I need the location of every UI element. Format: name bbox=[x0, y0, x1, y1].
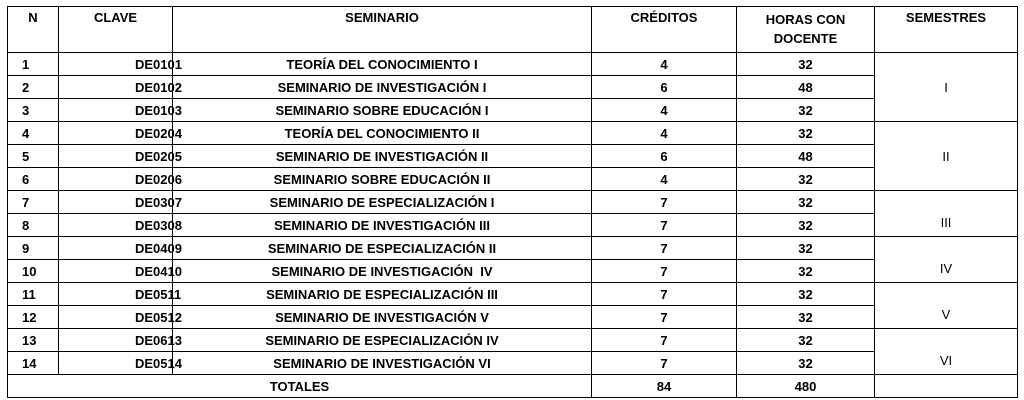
cell-clave: DE0204 bbox=[59, 122, 173, 145]
table-row bbox=[8, 329, 1018, 352]
cell-n: 2 bbox=[8, 76, 59, 99]
cell-horas: 32 bbox=[737, 122, 875, 145]
cell-seminario: SEMINARIO DE ESPECIALIZACIÓN III bbox=[173, 283, 592, 306]
cell-clave: DE0512 bbox=[59, 306, 173, 329]
cell-horas: 48 bbox=[737, 76, 875, 99]
table-row bbox=[8, 99, 1018, 122]
cell-creditos: 4 bbox=[592, 122, 737, 145]
totals-label: TOTALES bbox=[8, 375, 592, 398]
cell-seminario: TEORÍA DEL CONOCIMIENTO I bbox=[173, 53, 592, 76]
cell-creditos: 7 bbox=[592, 214, 737, 237]
totals-row bbox=[8, 375, 1018, 398]
cell-seminario: SEMINARIO DE ESPECIALIZACIÓN II bbox=[173, 237, 592, 260]
cell-horas: 32 bbox=[737, 283, 875, 306]
header-horas: HORAS CON DOCENTE bbox=[737, 7, 875, 53]
cell-clave: DE0613 bbox=[59, 329, 173, 352]
cell-n: 5 bbox=[8, 145, 59, 168]
cell-clave: DE0514 bbox=[59, 352, 173, 375]
cell-seminario: SEMINARIO SOBRE EDUCACIÓN I bbox=[173, 99, 592, 122]
header-semestres: SEMESTRES bbox=[875, 7, 1018, 53]
cell-creditos: 7 bbox=[592, 352, 737, 375]
cell-clave: DE0511 bbox=[59, 283, 173, 306]
cell-n: 4 bbox=[8, 122, 59, 145]
cell-creditos: 7 bbox=[592, 237, 737, 260]
cell-creditos: 7 bbox=[592, 306, 737, 329]
cell-creditos: 7 bbox=[592, 283, 737, 306]
cell-clave: DE0101 bbox=[59, 53, 173, 76]
cell-seminario: SEMINARIO DE INVESTIGACIÓN II bbox=[173, 145, 592, 168]
cell-creditos: 7 bbox=[592, 191, 737, 214]
header-clave: CLAVE bbox=[59, 7, 173, 53]
cell-semestre: II bbox=[875, 122, 1018, 191]
cell-horas: 32 bbox=[737, 214, 875, 237]
cell-horas: 32 bbox=[737, 306, 875, 329]
header-seminario: SEMINARIO bbox=[173, 7, 592, 53]
cell-n: 6 bbox=[8, 168, 59, 191]
cell-clave: DE0307 bbox=[59, 191, 173, 214]
cell-semestre: IV bbox=[875, 237, 1018, 283]
cell-n: 7 bbox=[8, 191, 59, 214]
cell-seminario: SEMINARIO DE INVESTIGACIÓN I bbox=[173, 76, 592, 99]
table-row bbox=[8, 191, 1018, 214]
cell-seminario: SEMINARIO DE INVESTIGACIÓN III bbox=[173, 214, 592, 237]
cell-clave: DE0308 bbox=[59, 214, 173, 237]
cell-n: 14 bbox=[8, 352, 59, 375]
cell-n: 11 bbox=[8, 283, 59, 306]
cell-horas: 32 bbox=[737, 329, 875, 352]
cell-semestre: I bbox=[875, 53, 1018, 122]
cell-seminario: SEMINARIO DE ESPECIALIZACIÓN I bbox=[173, 191, 592, 214]
table-row bbox=[8, 306, 1018, 329]
cell-horas: 32 bbox=[737, 99, 875, 122]
cell-horas: 32 bbox=[737, 191, 875, 214]
cell-semestre: III bbox=[875, 191, 1018, 237]
cell-creditos: 7 bbox=[592, 260, 737, 283]
cell-clave: DE0206 bbox=[59, 168, 173, 191]
cell-horas: 48 bbox=[737, 145, 875, 168]
totals-empty-cell bbox=[875, 375, 1018, 398]
header-n: N bbox=[8, 7, 59, 53]
cell-creditos: 4 bbox=[592, 53, 737, 76]
totals-creditos: 84 bbox=[592, 375, 737, 398]
cell-horas: 32 bbox=[737, 260, 875, 283]
cell-clave: DE0205 bbox=[59, 145, 173, 168]
cell-creditos: 4 bbox=[592, 99, 737, 122]
cell-clave: DE0409 bbox=[59, 237, 173, 260]
cell-creditos: 6 bbox=[592, 76, 737, 99]
table-row bbox=[8, 122, 1018, 145]
cell-creditos: 6 bbox=[592, 145, 737, 168]
table-row bbox=[8, 283, 1018, 306]
table-row bbox=[8, 53, 1018, 76]
cell-semestre: V bbox=[875, 283, 1018, 329]
cell-n: 1 bbox=[8, 53, 59, 76]
seminars-table bbox=[7, 6, 1018, 398]
table-row bbox=[8, 76, 1018, 99]
cell-n: 12 bbox=[8, 306, 59, 329]
table-row bbox=[8, 168, 1018, 191]
table-row bbox=[8, 145, 1018, 168]
cell-horas: 32 bbox=[737, 168, 875, 191]
cell-clave: DE0410 bbox=[59, 260, 173, 283]
table-row bbox=[8, 260, 1018, 283]
cell-horas: 32 bbox=[737, 352, 875, 375]
cell-seminario: SEMINARIO SOBRE EDUCACIÓN II bbox=[173, 168, 592, 191]
cell-seminario: SEMINARIO DE INVESTIGACIÓN IV bbox=[173, 260, 592, 283]
totals-horas: 480 bbox=[737, 375, 875, 398]
cell-seminario: TEORÍA DEL CONOCIMIENTO II bbox=[173, 122, 592, 145]
cell-horas: 32 bbox=[737, 53, 875, 76]
cell-n: 10 bbox=[8, 260, 59, 283]
cell-seminario: SEMINARIO DE INVESTIGACIÓN V bbox=[173, 306, 592, 329]
cell-n: 13 bbox=[8, 329, 59, 352]
cell-creditos: 4 bbox=[592, 168, 737, 191]
cell-horas: 32 bbox=[737, 237, 875, 260]
header-row bbox=[8, 7, 1018, 53]
cell-n: 9 bbox=[8, 237, 59, 260]
cell-clave: DE0102 bbox=[59, 76, 173, 99]
cell-clave: DE0103 bbox=[59, 99, 173, 122]
table-row bbox=[8, 214, 1018, 237]
header-creditos: CRÉDITOS bbox=[592, 7, 737, 53]
cell-seminario: SEMINARIO DE ESPECIALIZACIÓN IV bbox=[173, 329, 592, 352]
table-row bbox=[8, 237, 1018, 260]
cell-n: 8 bbox=[8, 214, 59, 237]
table-row bbox=[8, 352, 1018, 375]
cell-seminario: SEMINARIO DE INVESTIGACIÓN VI bbox=[173, 352, 592, 375]
cell-creditos: 7 bbox=[592, 329, 737, 352]
cell-semestre: VI bbox=[875, 329, 1018, 375]
cell-n: 3 bbox=[8, 99, 59, 122]
